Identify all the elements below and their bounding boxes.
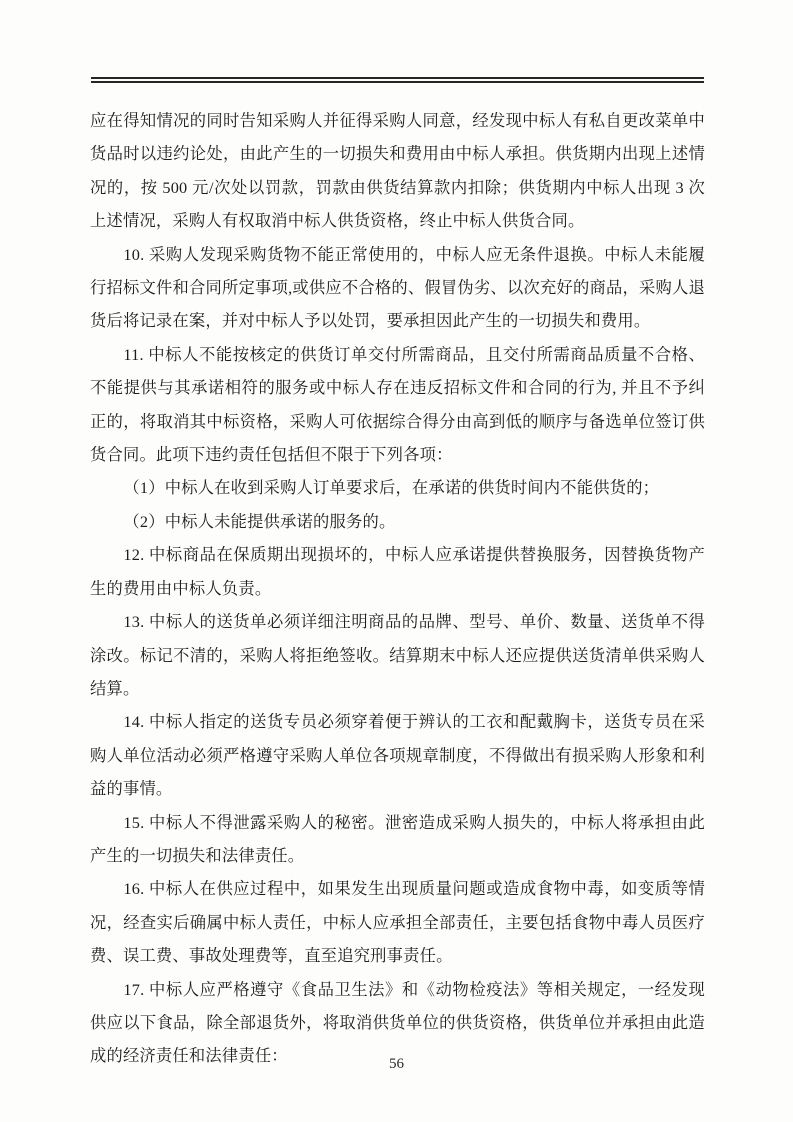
clause-14: 14. 中标人指定的送货专员必须穿着便于辨认的工衣和配戴胸卡，送货专员在采购人单位活动必须严格遵守采购人单位各项规章制度，不得做出有损采购人形象和利益的事情。 xyxy=(90,712,705,799)
clause-16: 16. 中标人在供应过程中，如果发生出现质量问题或造成食物中毒，如变质等情况，经查实后确属中标人责任，中标人应承担全部责任，主要包括食物中毒人员医疗费、误工费、事故处理费等，直至追究刑事责任。 xyxy=(90,879,705,966)
paragraph-continuation: 应在得知情况的同时告知采购人并征得采购人同意，经发现中标人有私自更改菜单中货品时以违约论处，由此产生的一切损失和费用由中标人承担。供货期内出现上述情况的，按 500 元/次处以罚款，罚款由供货结算款内扣除；供货期内中标人出现 3 次上述情况，采购人有权取消中标人供货资格，终止中标人供货合同。 xyxy=(90,111,705,231)
clause-13: 13. 中标人的送货单必须详细注明商品的品牌、型号、单价、数量、送货单不得涂改。标记不清的，采购人将拒绝签收。结算期末中标人还应提供送货清单供采购人结算。 xyxy=(90,612,705,698)
clause-12: 12. 中标商品在保质期出现损坏的，中标人应承诺提供替换服务，因替换货物产生的费用由中标人负责。 xyxy=(90,545,705,598)
clause-17: 17. 中标人应严格遵守《食品卫生法》和《动物检疫法》等相关规定，一经发现供应以下食品，除全部退货外，将取消供货单位的供货资格，供货单位并承担由此造成的经济责任和法律责任： xyxy=(90,979,705,1066)
clause-15: 15. 中标人不得泄露采购人的秘密。泄密造成采购人损失的，中标人将承担由此产生的一切损失和法律责任。 xyxy=(90,812,705,865)
clause-10: 10. 采购人发现采购货物不能正常使用的，中标人应无条件退换。中标人未能履行招标文件和合同所定事项,或供应不合格的、假冒伪劣、以次充好的商品，采购人退货后将记录在案，并对中标人予以处罚，要承担因此产生的一切损失和费用。 xyxy=(90,244,705,331)
header-double-rule xyxy=(91,77,704,83)
clause-11-item-1: （1）中标人在收到采购人订单要求后，在承诺的供货时间内不能供货的； xyxy=(123,478,660,498)
clause-11-item-2: （2）中标人未能提供承诺的服务的。 xyxy=(123,511,396,531)
document-body xyxy=(90,104,705,1073)
page-number: 56 xyxy=(389,1056,404,1072)
clause-11: 11. 中标人不能按核定的供货订单交付所需商品，且交付所需商品质量不合格、不能提供与其承诺相符的服务或中标人存在违反招标文件和合同的行为, 并且不予纠正的，将取消其中标资格，采购人可依据综合得分由高到低的顺序与备选单位签订供货合同。此项下违约责任包括但不限于下列各项： xyxy=(90,344,705,465)
